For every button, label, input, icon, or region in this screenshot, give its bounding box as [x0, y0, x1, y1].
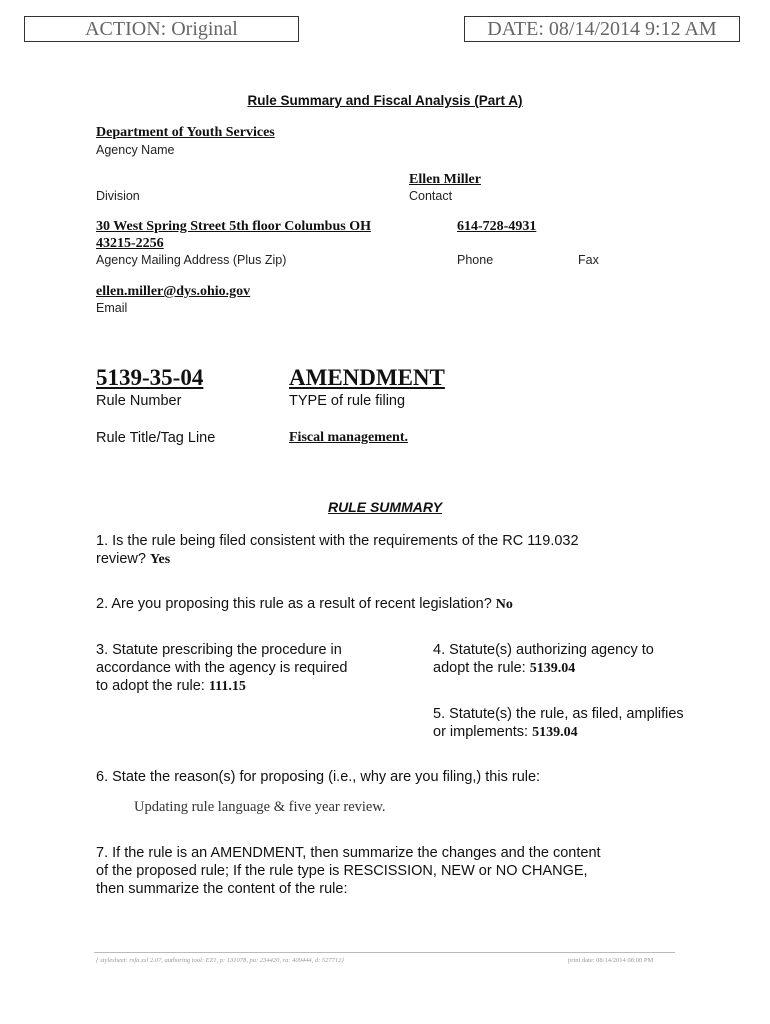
- rule-title-label: Rule Title/Tag Line: [96, 430, 216, 446]
- phone-label: Phone: [457, 253, 494, 267]
- question-1-line1: 1. Is the rule being filed consistent with the requirements of the RC 119.032: [96, 533, 579, 549]
- agency-name-label: Agency Name: [96, 143, 175, 157]
- question-5-answer: 5139.04: [532, 725, 578, 740]
- question-3-line1: 3. Statute prescribing the procedure in: [96, 642, 342, 658]
- question-3-line2: accordance with the agency is required: [96, 660, 348, 676]
- contact-label: Contact: [409, 189, 453, 203]
- question-7-line1: 7. If the rule is an AMENDMENT, then summarize the changes and the content: [96, 845, 601, 861]
- question-5-line2: [433, 723, 578, 742]
- division-label: Division: [96, 189, 140, 203]
- rule-number-label: Rule Number: [96, 393, 182, 409]
- address-line1: 30 West Spring Street 5th floor Columbus OH: [96, 219, 371, 234]
- rule-type-value: AMENDMENT: [289, 365, 445, 390]
- date-text: DATE: 08/14/2014 9:12 AM: [487, 18, 717, 40]
- action-box: [24, 16, 299, 42]
- question-1-answer: Yes: [150, 552, 171, 567]
- question-1-text: review?: [96, 551, 146, 567]
- question-3-answer: 111.15: [208, 679, 246, 694]
- email-value: ellen.miller@dys.ohio.gov: [96, 284, 251, 299]
- footer-stylesheet-info: { stylesheet: rsfa.xsl 2.07, authoring tool: EZ1, p: 131078, pa: 234420, ra: 409444, d: 527712}: [96, 957, 345, 964]
- question-2-text: 2. Are you proposing this rule as a result of recent legislation?: [96, 596, 492, 612]
- rule-title-value: Fiscal management.: [289, 430, 408, 445]
- page-title: Rule Summary and Fiscal Analysis (Part A): [247, 93, 523, 108]
- question-7-line2: of the proposed rule; If the rule type is RESCISSION, NEW or NO CHANGE,: [96, 863, 588, 879]
- rule-summary-heading: RULE SUMMARY: [327, 499, 443, 515]
- question-5-line1: 5. Statute(s) the rule, as filed, amplifies: [433, 706, 684, 722]
- question-1-line2: [96, 550, 170, 569]
- rule-type-label: TYPE of rule filing: [289, 393, 406, 409]
- question-5-text: or implements:: [433, 724, 529, 740]
- phone-value: 614-728-4931: [457, 219, 537, 234]
- question-4-text: adopt the rule:: [433, 660, 526, 676]
- question-2-answer: No: [495, 597, 513, 612]
- question-4-line1: 4. Statute(s) authorizing agency to: [433, 642, 654, 658]
- question-4-line2: [433, 659, 575, 678]
- date-box: [464, 16, 740, 42]
- address-label: Agency Mailing Address (Plus Zip): [96, 253, 287, 267]
- footer-divider: [94, 952, 675, 953]
- footer-print-date: print date: 08/14/2014 08:00 PM: [568, 957, 654, 964]
- question-6: 6. State the reason(s) for proposing (i.e., why are you filing,) this rule:: [96, 769, 541, 785]
- question-6-answer: Updating rule language & five year review.: [134, 799, 386, 815]
- rule-number-value: 5139-35-04: [96, 365, 204, 390]
- agency-name-value: Department of Youth Services: [96, 125, 275, 140]
- fax-label: Fax: [578, 253, 599, 267]
- email-label: Email: [96, 301, 128, 315]
- question-7-line3: then summarize the content of the rule:: [96, 881, 348, 897]
- question-3-text: to adopt the rule:: [96, 678, 205, 694]
- question-3-line3: [96, 677, 246, 696]
- contact-value: Ellen Miller: [409, 172, 481, 187]
- address-line2: 43215-2256: [96, 236, 164, 251]
- action-text: ACTION: Original: [85, 18, 238, 40]
- question-2: [96, 595, 513, 614]
- question-4-answer: 5139.04: [529, 661, 576, 676]
